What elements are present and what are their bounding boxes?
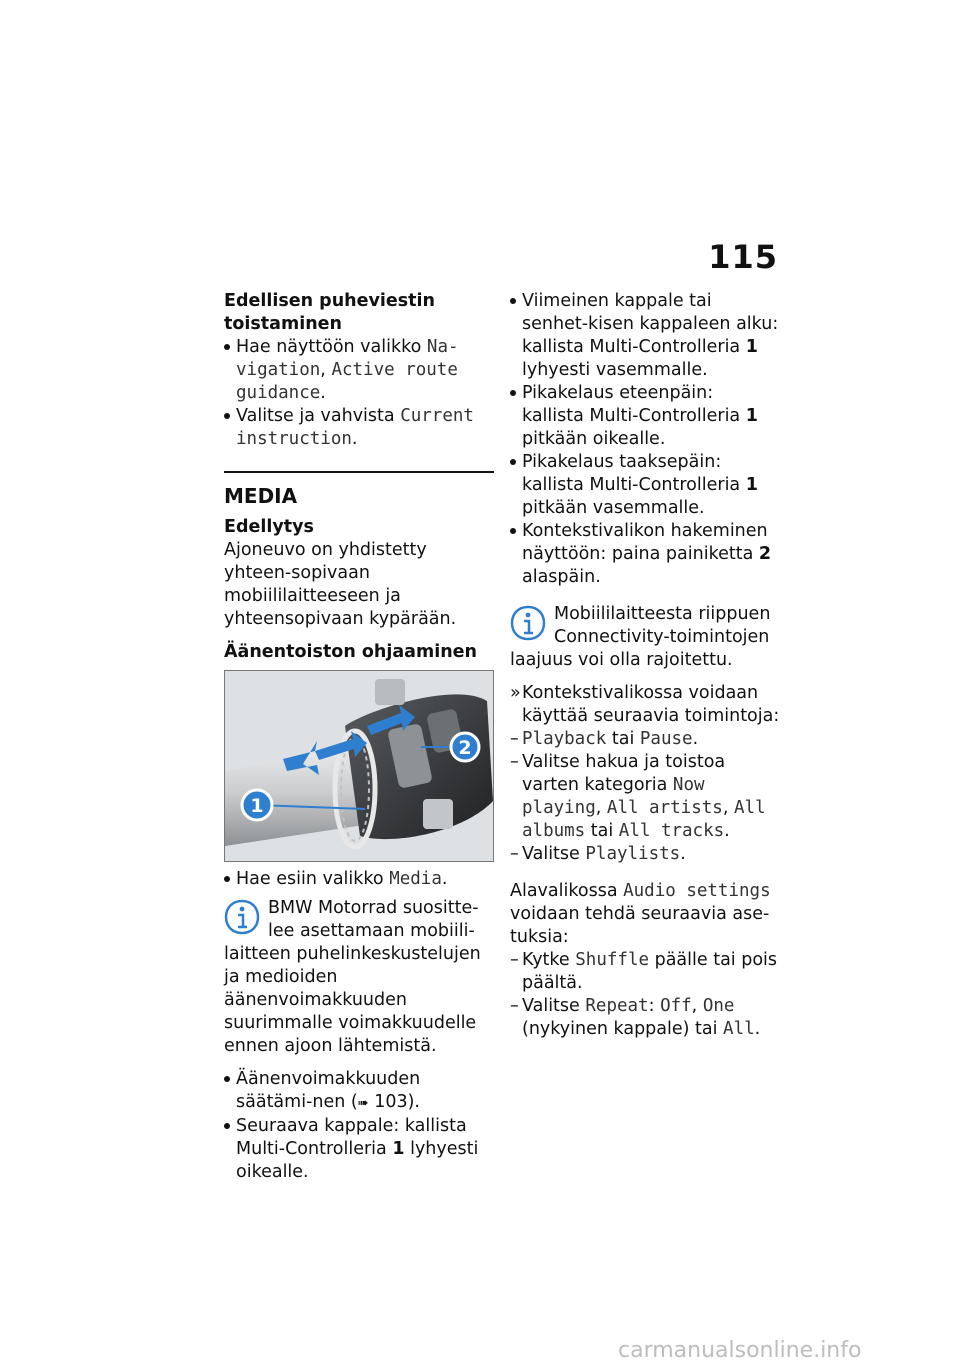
menu-ref: Media: [389, 869, 442, 889]
result-item: » Kontekstivalikossa voidaan käyttää seuraavia toimintoja:: [510, 683, 780, 726]
dash-icon: –: [510, 752, 519, 772]
handlebar-illustration: [225, 671, 493, 861]
menu-ref: Current instruction: [236, 406, 474, 449]
list-item: Äänenvoimakkuuden säätämi-nen (➠ 103).: [224, 1068, 494, 1115]
bullet-icon: [224, 413, 230, 419]
bullet-icon: [510, 298, 516, 304]
section-title: MEDIA: [224, 484, 298, 508]
info-text: BMW Motorrad suositte-lee asettamaan mobiili-laitteen puhelinkeskustelujen ja medioiden äänenvoimakkuuden suurimmalle voimakkuudelle ennen ajoon lähtemistä.: [224, 898, 481, 1056]
info-text: Mobiililaitteesta riippuen Connectivity-toimintojen laajuus voi olla rajoitettu.: [510, 604, 771, 670]
dash-icon: –: [510, 729, 519, 749]
prerequisite-text: Ajoneuvo on yhdistetty yhteen-sopivaan mobiililaitteeseen ja yhteensopivaan kypärään.: [224, 540, 457, 629]
dash-item: – Playback tai Pause.: [510, 729, 699, 749]
callout-2: 2: [458, 737, 472, 759]
menu-ref: Active route guidance: [236, 360, 458, 403]
bullet-icon: [224, 344, 230, 350]
submenu-text: Alavalikossa Audio settings voidaan tehdä seuraavia ase-tuksia:: [510, 881, 771, 947]
info-icon: [224, 899, 260, 943]
bullet-icon: [510, 459, 516, 465]
bullet-icon: [510, 528, 516, 534]
list-item: Seuraava kappale: kallista Multi-Controlleria 1 lyhyesti oikealle.: [224, 1115, 494, 1184]
page-ref-arrow-icon: ➠: [357, 1096, 369, 1111]
right-column: [510, 290, 780, 1041]
info-note: [510, 603, 780, 672]
list-item: Pikakelaus eteenpäin: kallista Multi-Controlleria 1 pitkään oikealle.: [510, 382, 780, 451]
dash-icon: –: [510, 844, 519, 864]
menu-ref: Na-vigation: [236, 337, 459, 380]
dash-icon: –: [510, 950, 519, 970]
page-ref[interactable]: 103: [374, 1092, 408, 1112]
list-item: Hae esiin valikko Media.: [224, 868, 494, 891]
dash-item: – Valitse Repeat: Off, One (nykyinen kappale) tai All.: [510, 996, 761, 1039]
page-number: 115: [708, 238, 778, 276]
bullet-icon: [224, 1123, 230, 1129]
bullet-icon: [510, 390, 516, 396]
heading-repeat-voice: Edellisen puheviestin toistaminen: [224, 291, 436, 334]
left-column: [224, 290, 494, 1184]
callout-1: 1: [250, 795, 264, 817]
list-item: Kontekstivalikon hakeminen näyttöön: paina painiketta 2 alaspäin.: [510, 520, 780, 589]
info-note: [224, 897, 494, 1058]
heading-audio-control: Äänentoiston ohjaaminen: [224, 642, 477, 662]
bullet-icon: [224, 1076, 230, 1082]
result-arrow-icon: »: [510, 683, 521, 703]
dash-item: – Kytke Shuffle päälle tai pois päältä.: [510, 950, 778, 993]
list-item: Valitse ja vahvista Current instruction.: [224, 405, 494, 451]
list-item: Hae näyttöön valikko Na-vigation, Active route guidance.: [224, 336, 494, 405]
list-item: Viimeinen kappale tai senhet-kisen kappaleen alku: kallista Multi-Controlleria 1 lyhyesti vasemmalle.: [510, 290, 780, 382]
handlebar-controller-figure: [224, 670, 494, 862]
dash-icon: –: [510, 996, 519, 1016]
heading-prerequisite: Edellytys: [224, 517, 314, 537]
dash-item: – Valitse Playlists.: [510, 844, 686, 864]
info-icon: [510, 605, 546, 649]
list-item: Pikakelaus taaksepäin: kallista Multi-Controlleria 1 pitkään vasemmalle.: [510, 451, 780, 520]
watermark: carmanualsonline.info: [618, 1338, 862, 1363]
bullet-icon: [224, 876, 230, 882]
dash-item: – Valitse hakua ja toistoa varten kategoria Now playing, All artists, All albums tai All tracks.: [510, 752, 766, 841]
